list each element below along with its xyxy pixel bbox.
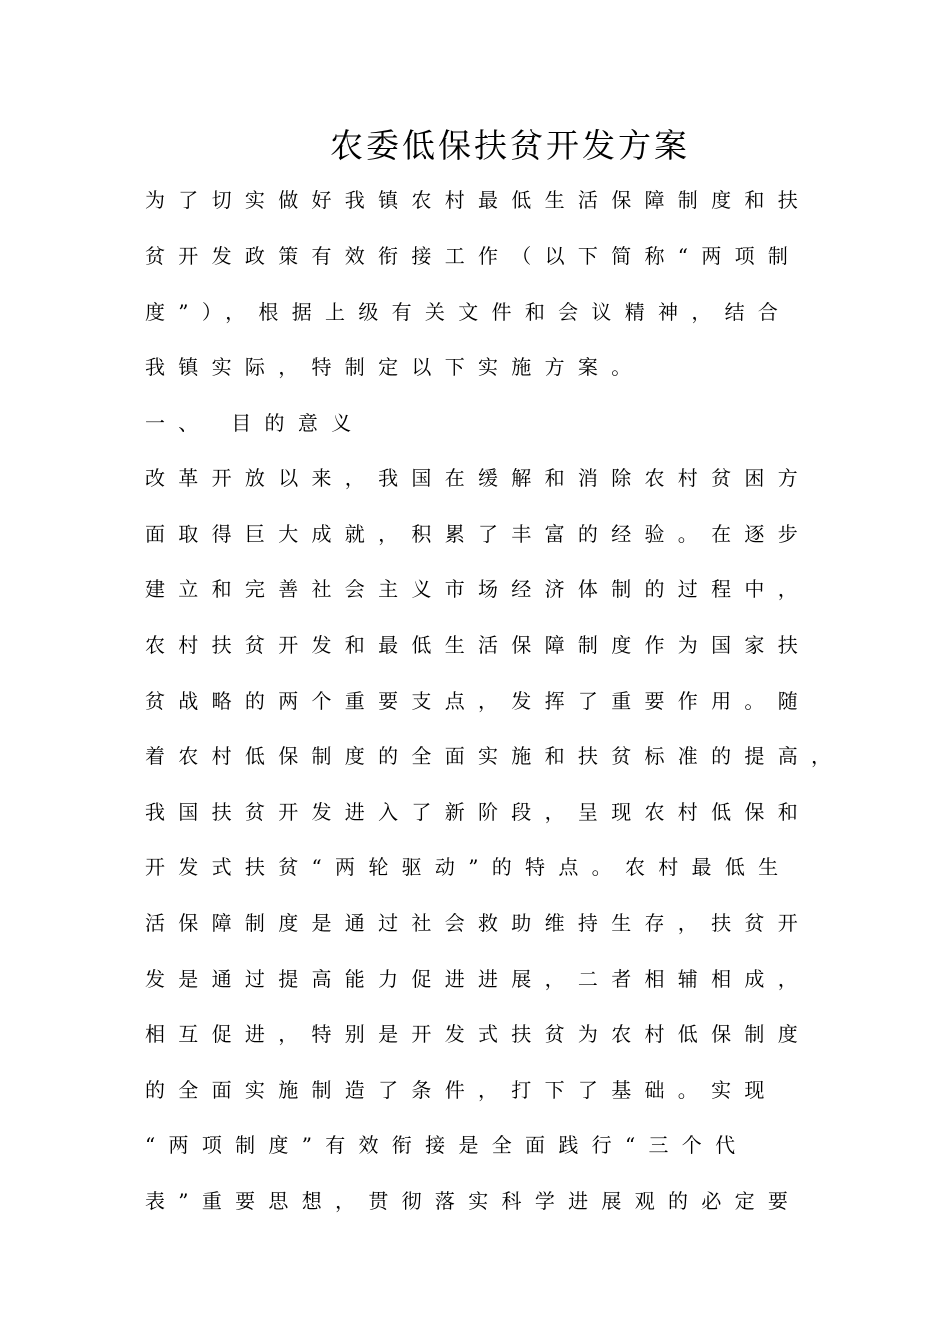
section-heading: 一、 目的意义 [145,411,365,435]
text-line: “两项制度”有效衔接是全面践行“三个代 [145,1133,749,1157]
text-line: 的全面实施制造了条件，打下了基础。实现 [145,1078,778,1102]
text-line: 开发式扶贫“两轮驱动”的特点。农村最低生 [145,855,792,879]
text-line: 表”重要思想，贯彻落实科学进展观的必定要 [145,1189,802,1213]
text-line: 相互促进，特别是开发式扶贫为农村低保制度 [145,1022,811,1046]
text-line: 建立和完善社会主义市场经济体制的过程中， [145,577,811,601]
document-title: 农委低保扶贫开发方案 [330,126,690,165]
text-line: 活保障制度是通过社会救助维持生存，扶贫开 [145,911,811,935]
text-line: 贫开发政策有效衔接工作（以下简称“两项制 [145,244,802,268]
text-line: 着农村低保制度的全面实施和扶贫标准的提高， [145,744,845,768]
text-line: 我国扶贫开发进入了新阶段，呈现农村低保和 [145,800,811,824]
text-line: 我镇实际，特制定以下实施方案。 [145,355,645,379]
text-line: 面取得巨大成就，积累了丰富的经验。在逐步 [145,522,811,546]
text-line: 度”），根据上级有关文件和会议精神，结合 [145,300,792,324]
text-line: 为了切实做好我镇农村最低生活保障制度和扶 [145,188,811,212]
text-line: 发是通过提高能力促进进展，二者相辅相成， [145,967,811,991]
text-line: 农村扶贫开发和最低生活保障制度作为国家扶 [145,633,811,657]
text-line: 改革开放以来，我国在缓解和消除农村贫困方 [145,466,811,490]
text-line: 贫战略的两个重要支点，发挥了重要作用。随 [145,689,811,713]
